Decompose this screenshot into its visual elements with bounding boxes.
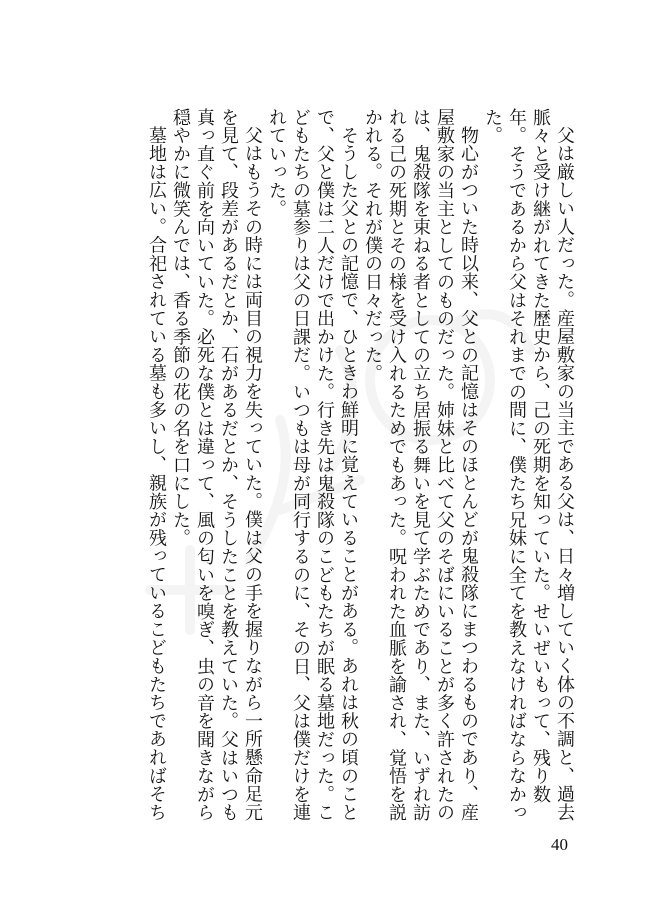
body-text [144, 108, 576, 833]
paragraph: 物心がついた時以来、父との記憶はそのほとんどが鬼殺隊にまつわるものであり、産屋敷家の当主としてのものだった。姉妹と比べて父のそばにいることが多く許されたのは、鬼殺隊を束ねる者としての立ち居振る舞いを見て学ぶためであり、また、いずれ訪れる己の死期とその様を受け入れるためでもあった。呪われた血脈を諭され、覚悟を説かれる。それが僕の日々だった。 [362, 108, 479, 822]
page-number: 40 [551, 835, 568, 854]
paragraph: 墓地は広い。合祀されている墓も多いし、親族が残っているこどもたちであればそち [146, 126, 167, 822]
paragraph: 父は厳しい人だった。産屋敷家の当主である父は、日々増していく体の不調と、過去脈々と受け継がれてきた歴史から、己の死期を知っていた。せいぜいもって、残り数年。そうであるから父はそれまでの間に、僕たち兄妹に全てを教えなければならなかった。 [482, 108, 575, 822]
paragraph: 父はもうその時には両目の視力を失っていた。僕は父の手を握りながら一所懸命足元を見て、段差があるだとか、石があるだとか、そうしたことを教えていた。父はいつも真っ直ぐ前を向いていた。必死な僕とは違って、風の匂いを嗅ぎ、虫の音を聞きながら穏やかに微笑んでは、香る季節の花の名を口にした。 [170, 108, 263, 822]
paragraph: そうした父との記憶で、ひときわ鮮明に覚えていることがある。あれは秋の頃のことで、父と僕は二人だけで出かけた。行き先は鬼殺隊のこどもたちが眠る墓地だった。こどもたちの墓参りは父の日課だ。いつもは母が同行するのに、その日、父は僕だけを連れていった。 [266, 108, 359, 822]
